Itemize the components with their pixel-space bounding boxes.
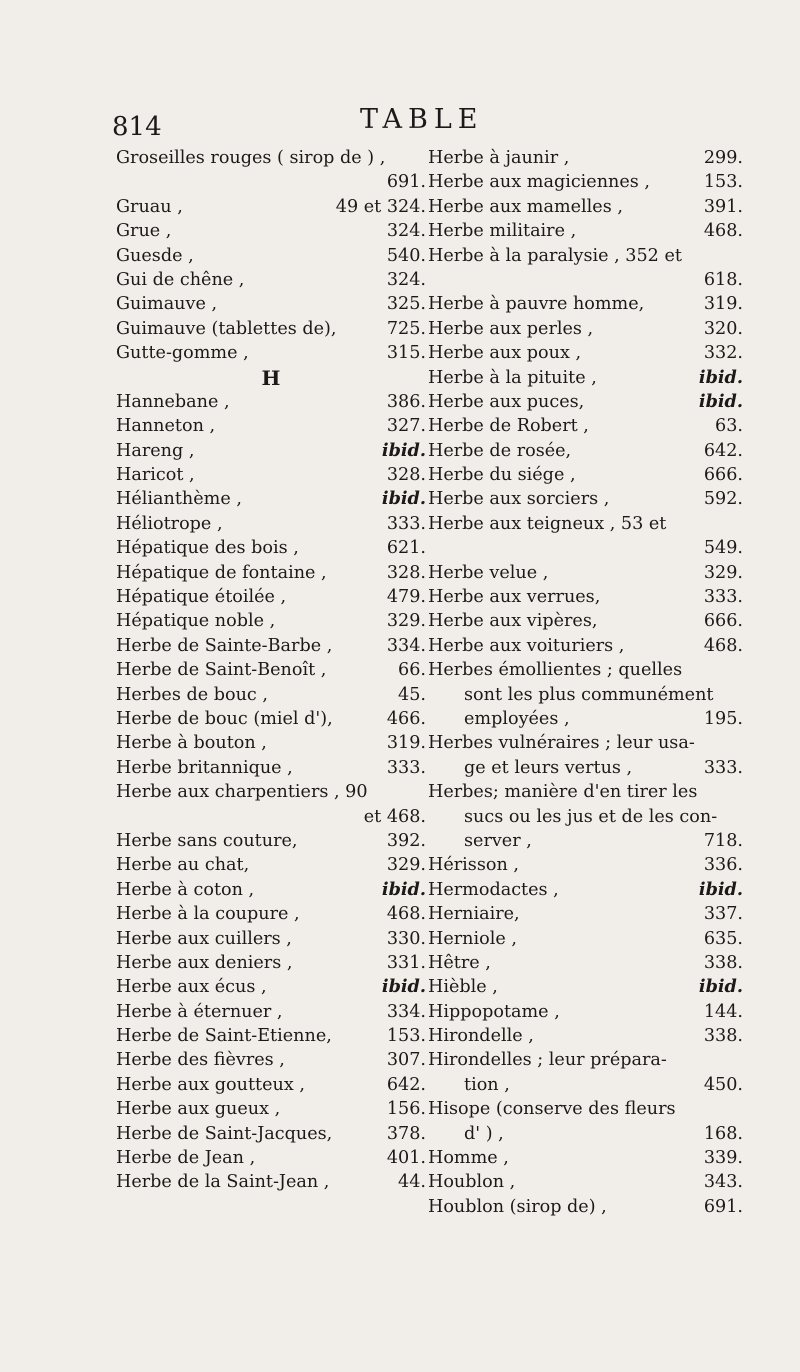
index-entry	[428, 195, 743, 219]
index-entry	[116, 853, 426, 877]
index-entry	[428, 414, 743, 438]
entry-page-ref: 392.	[386, 830, 426, 851]
index-entry	[428, 1170, 743, 1194]
entry-page-ref: 44.	[398, 1172, 426, 1193]
entry-page-ref: ibid.	[381, 878, 426, 900]
entry-page-ref: 328.	[386, 465, 426, 486]
index-entry	[116, 1170, 426, 1194]
right-column	[428, 146, 743, 1219]
entry-term: Herbe des fièvres ,	[116, 1050, 285, 1071]
entry-term: server ,	[464, 830, 532, 851]
index-entry	[116, 634, 426, 658]
entry-page-ref: ibid.	[381, 439, 426, 461]
entry-page-ref: 337.	[703, 904, 743, 925]
index-entry	[116, 975, 426, 999]
entry-page-ref: ibid.	[381, 488, 426, 510]
entry-page-ref: ibid.	[698, 366, 743, 388]
entry-page-ref: 156.	[386, 1099, 426, 1120]
index-entry	[116, 219, 426, 243]
entry-term: Herbe aux teigneux , 53 et	[428, 513, 667, 534]
entry-term: ge et leurs vertus ,	[464, 757, 633, 778]
entry-term: Gutte-gomme ,	[116, 343, 249, 364]
index-entry	[116, 463, 426, 487]
left-column	[116, 146, 426, 1195]
index-entry	[428, 1122, 743, 1146]
entry-term: Herbe militaire ,	[428, 221, 577, 242]
index-entry	[116, 317, 426, 341]
index-entry	[116, 1024, 426, 1048]
entry-page-ref: 450.	[703, 1074, 743, 1095]
entry-term: Guimauve (tablettes de),	[116, 318, 337, 339]
entry-page-ref: 378.	[386, 1123, 426, 1144]
entry-term: Herbe aux verrues,	[428, 587, 601, 608]
entry-page-ref: 666.	[703, 465, 743, 486]
entry-term: Herniole ,	[428, 928, 517, 949]
entry-term: Herbe du siége ,	[428, 465, 576, 486]
entry-page-ref: 642.	[703, 440, 743, 461]
entry-term: Haricot ,	[116, 465, 195, 486]
index-entry	[116, 585, 426, 609]
entry-page-ref: 153.	[703, 172, 743, 193]
entry-page-ref: ibid.	[698, 878, 743, 900]
index-entry	[428, 780, 743, 804]
entry-page-ref: 635.	[703, 928, 743, 949]
entry-page-ref: 333.	[703, 757, 743, 778]
entry-term: Herbe aux magiciennes ,	[428, 172, 651, 193]
entry-term: Herbe aux perles ,	[428, 318, 594, 339]
entry-page-ref: 328.	[386, 562, 426, 583]
index-entry	[428, 1146, 743, 1170]
entry-page-ref: 691.	[386, 172, 426, 193]
entry-page-ref: 45.	[398, 684, 426, 705]
entry-page-ref: 66.	[398, 660, 426, 681]
entry-page-ref: 195.	[703, 708, 743, 729]
index-entry	[428, 1048, 743, 1072]
entry-term: Herbe à la coupure ,	[116, 904, 300, 925]
entry-page-ref: 168.	[703, 1123, 743, 1144]
index-entry	[428, 609, 743, 633]
index-entry	[428, 146, 743, 170]
entry-page-ref: ibid.	[698, 390, 743, 412]
entry-term: Guesde ,	[116, 245, 194, 266]
index-entry	[428, 585, 743, 609]
entry-term: Hépatique étoilée ,	[116, 587, 287, 608]
entry-page-ref: 320.	[703, 318, 743, 339]
entry-term: sucs ou les jus et de les con-	[464, 806, 718, 827]
entry-page-ref: 333.	[386, 757, 426, 778]
entry-term: Herbe de Saint-Etienne,	[116, 1026, 332, 1047]
index-entry	[428, 1073, 743, 1097]
entry-page-ref: 592.	[703, 489, 743, 510]
entry-term: Herbes de bouc ,	[116, 684, 268, 705]
entry-page-ref: 330.	[386, 928, 426, 949]
entry-page-ref: 479.	[386, 587, 426, 608]
index-entry	[428, 366, 743, 390]
index-entry	[428, 1195, 743, 1219]
entry-term: Herbe de Robert ,	[428, 416, 589, 437]
entry-term: Hannebane ,	[116, 391, 230, 412]
entry-term: Herbe sans couture,	[116, 830, 298, 851]
entry-term: Hanneton ,	[116, 416, 216, 437]
index-entry	[116, 292, 426, 316]
entry-page-ref: 642.	[386, 1074, 426, 1095]
entry-page-ref: 468.	[703, 635, 743, 656]
entry-term: Guimauve ,	[116, 294, 218, 315]
entry-term: Herbe à jaunir ,	[428, 148, 570, 168]
entry-term: Herbe aux sorciers ,	[428, 489, 610, 510]
index-entry	[428, 805, 743, 829]
entry-term: Grue ,	[116, 221, 172, 242]
index-entry	[116, 878, 426, 902]
entry-page-ref: 333.	[386, 513, 426, 534]
index-entry	[116, 170, 426, 194]
index-entry	[116, 829, 426, 853]
index-entry	[116, 707, 426, 731]
entry-term: Héliotrope ,	[116, 513, 223, 534]
index-entry	[116, 244, 426, 268]
entry-page-ref: 331.	[386, 952, 426, 973]
entry-page-ref: 329.	[703, 562, 743, 583]
entry-term: Houblon ,	[428, 1172, 516, 1193]
section-heading	[116, 366, 426, 390]
entry-term: Herbe de Sainte-Barbe ,	[116, 635, 333, 656]
entry-term: Houblon (sirop de) ,	[428, 1196, 607, 1217]
entry-term: Hépatique noble ,	[116, 611, 276, 632]
entry-page-ref: 334.	[386, 1001, 426, 1022]
entry-term: Herbe aux vipères,	[428, 611, 598, 632]
index-entry	[428, 658, 743, 682]
entry-term: Herbe aux gueux ,	[116, 1099, 281, 1120]
entry-term: d' ) ,	[464, 1123, 504, 1144]
index-entry	[428, 268, 743, 292]
index-entry	[428, 317, 743, 341]
entry-page-ref: 691.	[703, 1196, 743, 1217]
entry-term: Herbe britannique ,	[116, 757, 293, 778]
index-entry	[116, 414, 426, 438]
entry-term: Hièble ,	[428, 977, 498, 998]
entry-term: Herbe à bouton ,	[116, 733, 267, 754]
entry-page-ref: 401.	[386, 1148, 426, 1169]
index-entry	[428, 853, 743, 877]
entry-term: Herbe aux goutteux ,	[116, 1074, 305, 1095]
index-entry	[428, 902, 743, 926]
entry-page-ref: 336.	[703, 855, 743, 876]
index-entry	[428, 1097, 743, 1121]
entry-page-ref: 618.	[703, 269, 743, 290]
index-entry	[428, 390, 743, 414]
index-entry	[428, 439, 743, 463]
entry-page-ref: 324.	[386, 269, 426, 290]
index-entry	[428, 561, 743, 585]
entry-term: Herbe aux puces,	[428, 391, 585, 412]
index-entry	[116, 561, 426, 585]
entry-page-ref: 63.	[715, 416, 743, 437]
index-entry	[428, 487, 743, 511]
entry-page-ref: 339.	[703, 1148, 743, 1169]
index-entry	[116, 927, 426, 951]
entry-page-ref: 338.	[703, 952, 743, 973]
entry-term: Herbe velue ,	[428, 562, 549, 583]
index-entry	[116, 683, 426, 707]
index-entry	[116, 805, 426, 829]
entry-term: Hisope (conserve des fleurs	[428, 1099, 676, 1120]
index-entry	[116, 268, 426, 292]
index-entry	[116, 756, 426, 780]
index-entry	[428, 927, 743, 951]
entry-term: Gui de chêne ,	[116, 269, 245, 290]
entry-page-ref: 466.	[386, 708, 426, 729]
entry-page-ref: ibid.	[381, 976, 426, 998]
entry-term: Herbe au chat,	[116, 855, 250, 876]
entry-term: Hélianthème ,	[116, 489, 242, 510]
entry-term: Homme ,	[428, 1148, 509, 1169]
index-entry	[428, 536, 743, 560]
entry-page-ref: 325.	[386, 294, 426, 315]
index-entry	[116, 487, 426, 511]
entry-page-ref: 319.	[703, 294, 743, 315]
entry-page-ref: 343.	[703, 1172, 743, 1193]
entry-term: Herbe aux mamelles ,	[428, 196, 623, 217]
entry-page-ref: 468.	[386, 904, 426, 925]
index-entry	[428, 707, 743, 731]
entry-page-ref: 621.	[386, 538, 426, 559]
entry-term: Herbe aux charpentiers , 90	[116, 782, 368, 803]
page-number: 814	[112, 112, 162, 142]
entry-term: sont les plus communément	[464, 684, 714, 705]
entry-page-ref: 299.	[703, 148, 743, 168]
entry-term: Herbe à la paralysie , 352 et	[428, 245, 682, 266]
entry-term: Hirondelle ,	[428, 1026, 534, 1047]
index-entry	[116, 1000, 426, 1024]
entry-term: Herniaire,	[428, 904, 520, 925]
index-entry	[116, 439, 426, 463]
entry-term: Hirondelles ; leur prépara-	[428, 1050, 667, 1071]
entry-term: Herbe aux écus ,	[116, 977, 267, 998]
entry-term: Herbe à coton ,	[116, 879, 255, 900]
entry-page-ref: 307.	[386, 1050, 426, 1071]
entry-page-ref: 391.	[703, 196, 743, 217]
entry-page-ref: et 468.	[363, 806, 426, 827]
entry-page-ref: 329.	[386, 611, 426, 632]
index-entry	[428, 512, 743, 536]
index-entry	[116, 780, 426, 804]
entry-page-ref: 153.	[386, 1026, 426, 1047]
index-entry	[428, 341, 743, 365]
entry-term: Herbe aux cuillers ,	[116, 928, 292, 949]
entry-term: Gruau ,	[116, 196, 183, 217]
entry-page-ref: 327.	[386, 416, 426, 437]
index-entry	[428, 1000, 743, 1024]
entry-term: Herbes; manière d'en tirer les	[428, 782, 698, 803]
entry-term: Hareng ,	[116, 440, 195, 461]
entry-page-ref: 324.	[386, 221, 426, 242]
index-entry	[428, 878, 743, 902]
entry-term: Groseilles rouges ( sirop de ) ,	[116, 148, 386, 168]
index-entry	[116, 902, 426, 926]
entry-page-ref: 386.	[386, 391, 426, 412]
entry-term: Hippopotame ,	[428, 1001, 560, 1022]
index-entry	[428, 219, 743, 243]
entry-term: Herbe à la pituite ,	[428, 367, 597, 388]
entry-page-ref: 315.	[386, 343, 426, 364]
index-entry	[116, 731, 426, 755]
index-entry	[116, 1048, 426, 1072]
entry-page-ref: 549.	[703, 538, 743, 559]
entry-term: Herbe de Jean ,	[116, 1148, 256, 1169]
entry-page-ref: 338.	[703, 1026, 743, 1047]
index-entry	[428, 683, 743, 707]
index-entry	[116, 1122, 426, 1146]
index-entry	[428, 463, 743, 487]
index-entry	[116, 195, 426, 219]
entry-term: Herbe de rosée,	[428, 440, 572, 461]
index-entry	[428, 951, 743, 975]
index-entry	[428, 170, 743, 194]
entry-term: Herbe aux deniers ,	[116, 952, 293, 973]
entry-page-ref: 144.	[703, 1001, 743, 1022]
entry-page-ref: 718.	[703, 830, 743, 851]
index-entry	[428, 975, 743, 999]
entry-page-ref: 329.	[386, 855, 426, 876]
index-entry	[116, 146, 426, 170]
entry-term: tion ,	[464, 1074, 510, 1095]
entry-term: Herbe à éternuer ,	[116, 1001, 283, 1022]
index-entry	[116, 1146, 426, 1170]
entry-page-ref: 334.	[386, 635, 426, 656]
entry-term: Herbes vulnéraires ; leur usa-	[428, 733, 695, 754]
entry-term: Hépatique de fontaine ,	[116, 562, 327, 583]
entry-term: Herbe aux voituriers ,	[428, 635, 625, 656]
index-entry	[428, 1024, 743, 1048]
entry-term: Hêtre ,	[428, 952, 491, 973]
entry-term: employées ,	[464, 708, 570, 729]
entry-term: Herbe de bouc (miel d'),	[116, 708, 333, 729]
entry-term: Herbes émollientes ; quelles	[428, 660, 683, 681]
entry-term: Herbe aux poux ,	[428, 343, 582, 364]
index-entry	[428, 292, 743, 316]
index-entry	[116, 951, 426, 975]
index-entry	[116, 536, 426, 560]
entry-page-ref: 540.	[386, 245, 426, 266]
running-title: TABLE	[360, 104, 484, 135]
entry-page-ref: 666.	[703, 611, 743, 632]
entry-term: Herbe à pauvre homme,	[428, 294, 645, 315]
entry-term: Herbe de Saint-Jacques,	[116, 1123, 333, 1144]
index-entry	[428, 244, 743, 268]
index-entry	[116, 390, 426, 414]
entry-term: Hérisson ,	[428, 855, 519, 876]
entry-page-ref: 319.	[386, 733, 426, 754]
index-entry	[116, 512, 426, 536]
index-entry	[428, 731, 743, 755]
index-entry	[116, 658, 426, 682]
index-entry	[116, 1073, 426, 1097]
index-entry	[428, 829, 743, 853]
index-entry	[116, 609, 426, 633]
index-entry	[428, 756, 743, 780]
entry-term: Herbe de la Saint-Jean ,	[116, 1172, 330, 1193]
entry-page-ref: 333.	[703, 587, 743, 608]
entry-term: Herbe de Saint-Benoît ,	[116, 660, 327, 681]
entry-page-ref: 332.	[703, 343, 743, 364]
index-entry	[428, 634, 743, 658]
index-entry	[116, 1097, 426, 1121]
entry-term: Hermodactes ,	[428, 879, 559, 900]
section-letter: H	[261, 365, 281, 390]
entry-page-ref: ibid.	[698, 976, 743, 998]
entry-page-ref: 468.	[703, 221, 743, 242]
index-entry	[116, 341, 426, 365]
entry-page-ref: 49 et 324.	[335, 196, 426, 217]
entry-page-ref: 725.	[386, 318, 426, 339]
entry-term: Hépatique des bois ,	[116, 538, 299, 559]
